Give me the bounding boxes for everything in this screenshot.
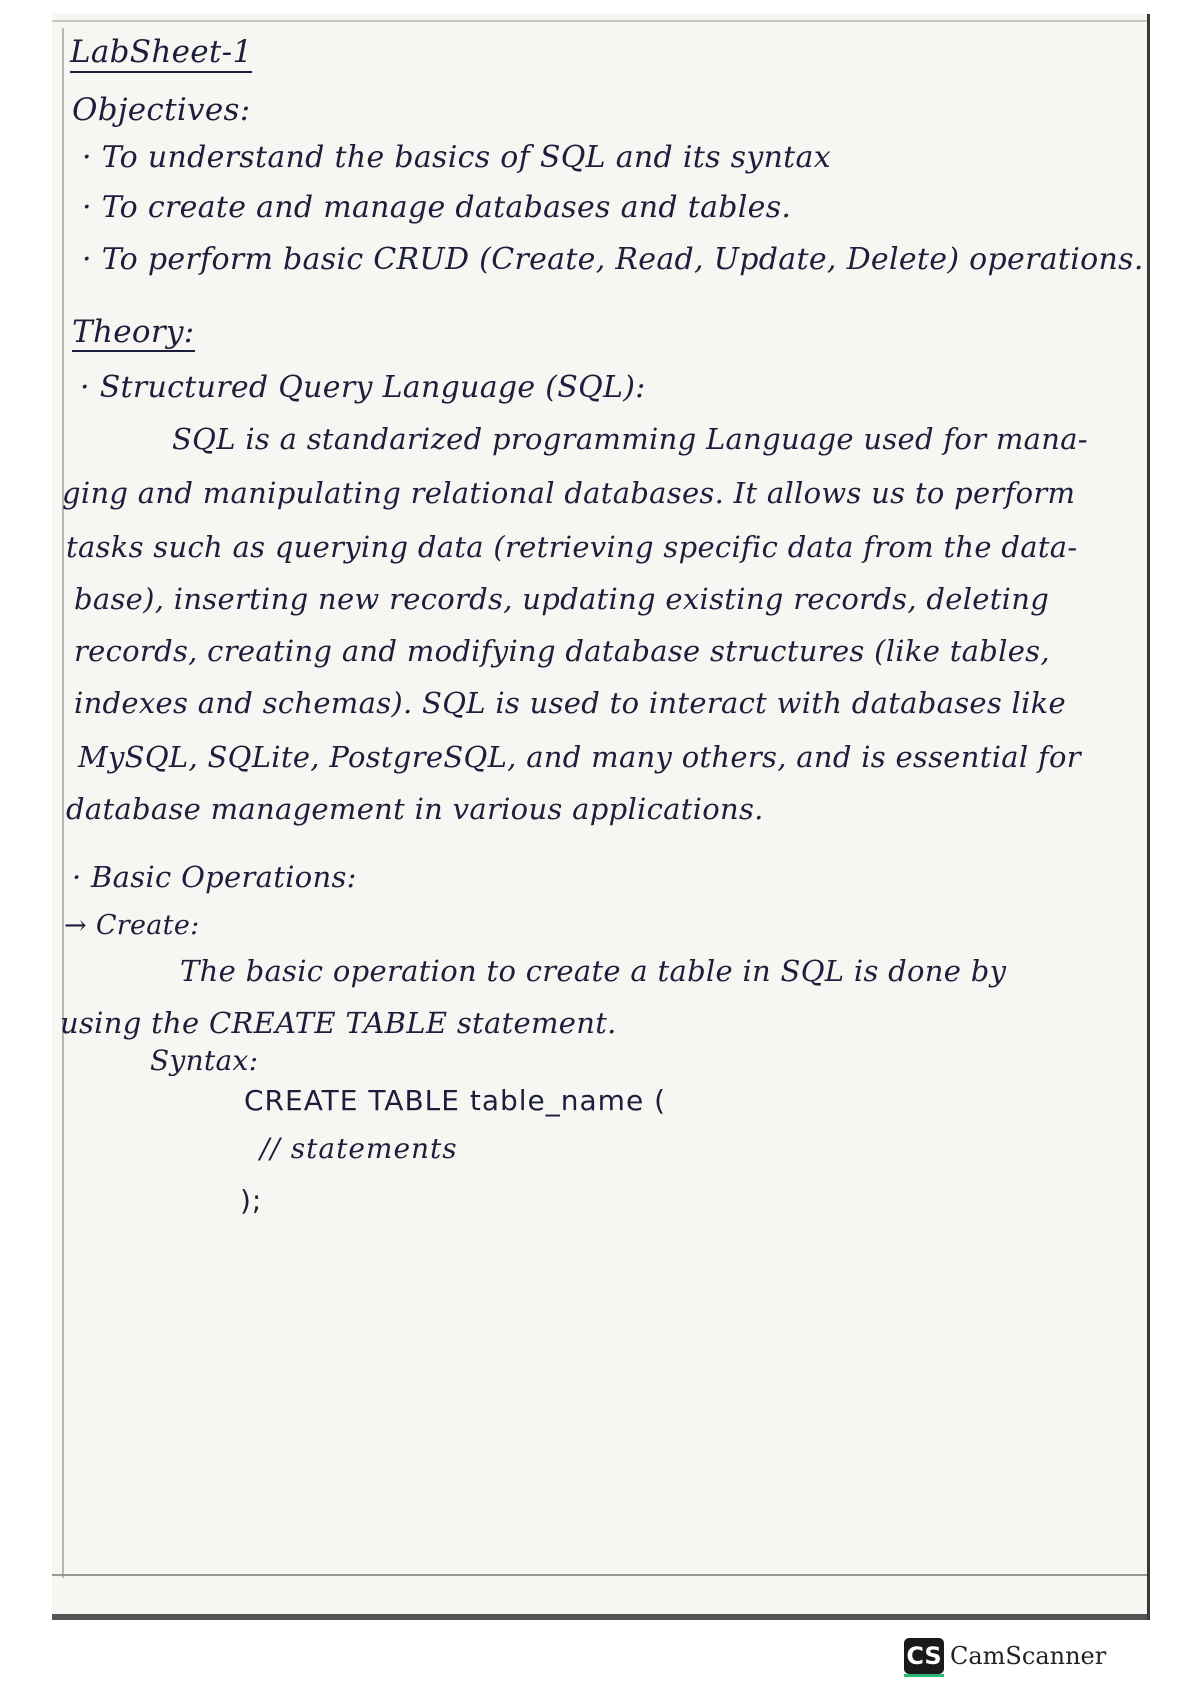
objective-text: To understand the basics of SQL and its syntax: [101, 140, 831, 175]
page-top-rule: [52, 20, 1147, 22]
create-label: [64, 910, 200, 941]
page-title: LabSheet-1: [70, 34, 252, 73]
theory-line: tasks such as querying data (retrieving specific data from the data-: [66, 530, 1078, 564]
theory-line: MySQL, SQLite, PostgreSQL, and many others, and is essential for: [78, 740, 1081, 774]
objectives-heading: Objectives:: [72, 92, 251, 128]
notebook-page: [52, 14, 1150, 1620]
page-margin-line: [62, 28, 64, 1578]
page-bottom-rule: [52, 1574, 1147, 1576]
objective-item: · To understand the basics of SQL and its syntax: [82, 140, 831, 175]
code-line: );: [240, 1184, 263, 1217]
theory-line: indexes and schemas). SQL is used to interact with databases like: [74, 686, 1067, 720]
code-line: // statements: [260, 1132, 458, 1165]
arrow-right-icon: →: [64, 910, 87, 941]
code-line: CREATE TABLE table_name (: [244, 1084, 667, 1117]
theory-line: SQL is a standarized programming Language used for mana-: [172, 422, 1088, 456]
theory-line: database management in various applications.: [66, 792, 764, 826]
theory-heading: Theory:: [72, 314, 195, 350]
sql-subheading: · Structured Query Language (SQL):: [80, 370, 646, 405]
theory-line: ging and manipulating relational databases. It allows us to perform: [62, 476, 1076, 510]
syntax-label: Syntax:: [150, 1044, 259, 1077]
basic-operations-text: Basic Operations:: [91, 860, 357, 894]
theory-line: base), inserting new records, updating existing records, deleting: [74, 582, 1050, 616]
page-bottom-edge: [52, 1614, 1147, 1620]
create-label-text: Create:: [95, 910, 200, 941]
objective-text: To perform basic CRUD (Create, Read, Update, Delete) operations.: [101, 242, 1144, 277]
create-line: using the CREATE TABLE statement.: [60, 1006, 617, 1040]
objective-text: To create and manage databases and tables.: [101, 190, 792, 225]
basic-operations-heading: · Basic Operations:: [72, 860, 357, 894]
camscanner-logo-icon: CS: [904, 1638, 944, 1674]
sql-subheading-text: Structured Query Language (SQL):: [99, 370, 646, 405]
theory-line: records, creating and modifying database structures (like tables,: [74, 634, 1050, 668]
camscanner-text: CamScanner: [950, 1642, 1107, 1670]
create-line: The basic operation to create a table in SQL is done by: [180, 954, 1007, 988]
objective-item: · To perform basic CRUD (Create, Read, Update, Delete) operations.: [82, 242, 1144, 277]
objective-item: · To create and manage databases and tables.: [82, 190, 792, 225]
camscanner-watermark: [904, 1638, 1106, 1674]
